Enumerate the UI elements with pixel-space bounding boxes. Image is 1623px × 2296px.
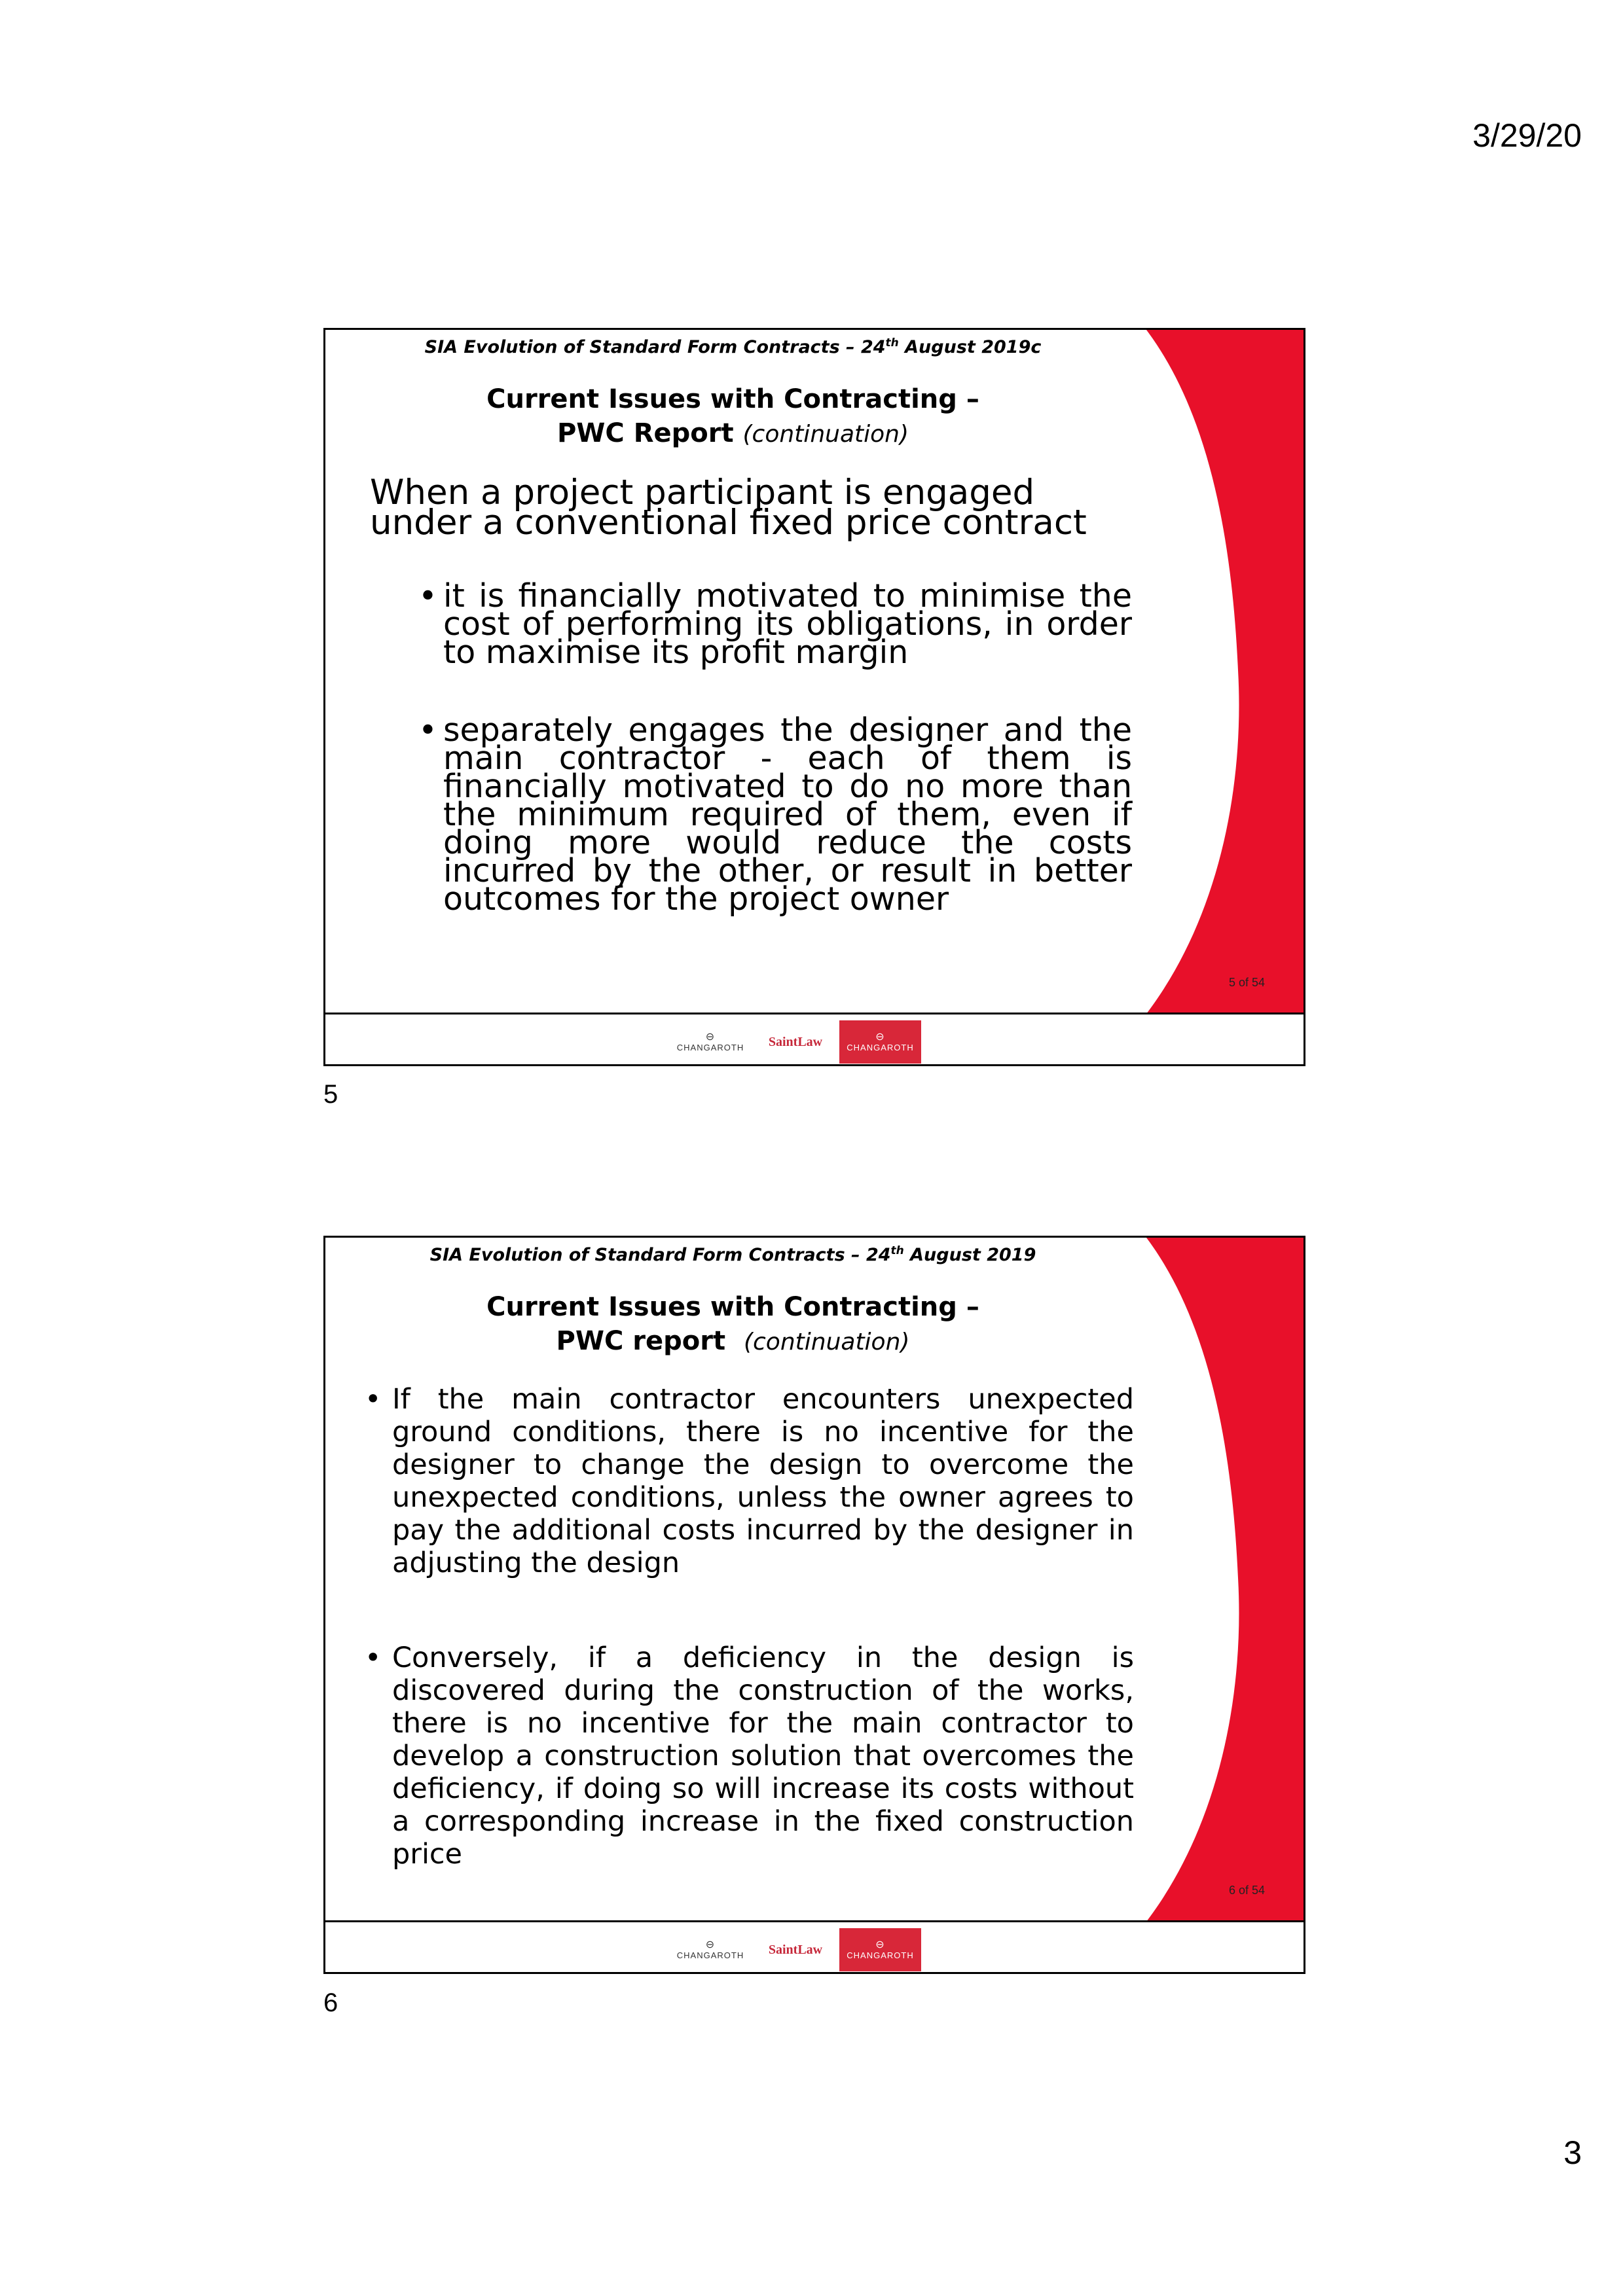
changaroth-mark-icon: ⊖ (705, 1939, 716, 1950)
slide-label: 6 (323, 1988, 338, 2017)
slide-title: Current Issues with Contracting – PWC report (continuation) (486, 1292, 979, 1356)
bullet-item: • If the main contractor encounters unexpected ground conditions, there is no incentive for the designer to change the design to overcome the unexpected conditions, unless the owner agrees to pay the additional costs incurred by the designer in adjusting the design (365, 1383, 1134, 1579)
changaroth-consultancy-logo: ⊖ CHANGAROTH (839, 1020, 921, 1064)
slide-count: 5 of 54 (1229, 976, 1266, 989)
saintlaw-logo: SaintLaw (756, 1928, 835, 1971)
slide-count: 6 of 54 (1229, 1884, 1266, 1897)
changaroth-mark-icon: ⊖ (875, 1939, 885, 1950)
slide-5 (323, 328, 1305, 1066)
bullet-item: • Conversely, if a deficiency in the design is discovered during the construction of the works, there is no incentive for the main contractor to develop a construction solution that overcomes the deficiency, if doing so will increase its costs without a corresponding increase in the fixed construction price (365, 1641, 1134, 1871)
slide-header: SIA Evolution of Standard Form Contracts – 24th August 2019c (424, 336, 1042, 357)
slide-6 (323, 1236, 1305, 1974)
changaroth-mark-icon: ⊖ (705, 1031, 716, 1043)
page-date: 3/29/20 (1472, 117, 1582, 154)
bullet-item: • separately engages the designer and the main contractor - each of them is financially motivated to do no more than the minimum required of them, even if doing more would reduce the costs incurred by the other, or result in better outcomes for the project owner (418, 711, 1132, 918)
saintlaw-logo: SaintLaw (756, 1020, 835, 1064)
bullet-dot-icon: • (365, 1641, 382, 1674)
slide-lead-text: When a project participant is engaged under a conventional fixed price contract (370, 473, 1087, 543)
red-swoosh-decoration (1146, 330, 1304, 1014)
changaroth-chambers-logo: ⊖ CHANGAROTH (669, 1928, 752, 1971)
bullet-dot-icon: • (365, 1383, 382, 1416)
changaroth-consultancy-logo: ⊖ CHANGAROTH (839, 1928, 921, 1971)
changaroth-chambers-logo: ⊖ CHANGAROTH (669, 1020, 752, 1064)
changaroth-mark-icon: ⊖ (875, 1031, 885, 1043)
footer-divider (325, 1013, 1304, 1014)
red-swoosh-decoration (1146, 1238, 1304, 1922)
bullet-dot-icon: • (418, 711, 437, 749)
slide-header: SIA Evolution of Standard Form Contracts – 24th August 2019 (429, 1244, 1036, 1265)
slide-label: 5 (323, 1080, 338, 1109)
footer-logos (669, 1020, 947, 1064)
bullet-dot-icon: • (418, 577, 437, 615)
page-number: 3 (1563, 2134, 1582, 2171)
footer-logos (669, 1928, 947, 1971)
footer-divider (325, 1920, 1304, 1922)
slide-title: Current Issues with Contracting – PWC Report (continuation) (486, 384, 979, 448)
bullet-item: • it is financially motivated to minimise the cost of performing its obligations, in order to maximise its profit margin (418, 577, 1132, 671)
